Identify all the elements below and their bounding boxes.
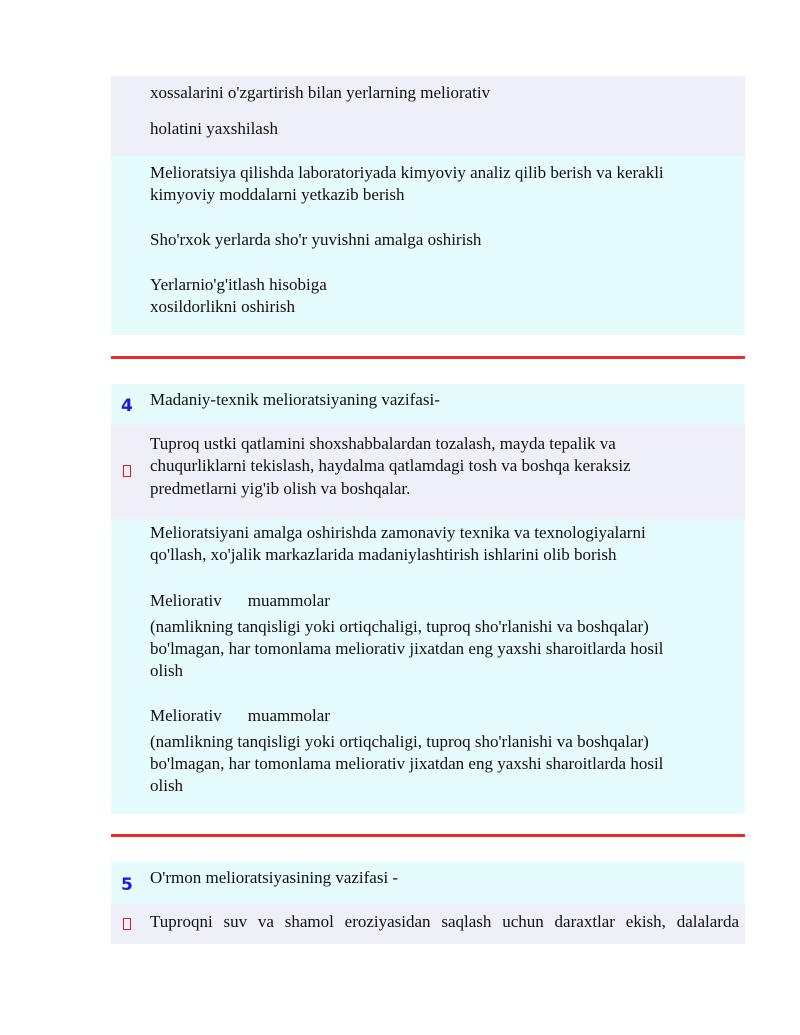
text-line: qo'llash, xo'jalik markazlarida madaniylashtirish ishlarini olib borish <box>150 545 617 564</box>
section-divider <box>111 356 745 359</box>
section-number: 5 <box>121 875 133 895</box>
text-line: (namlikning tanqisligi yoki ortiqchaligi, tuproq sho'rlanishi va boshqalar) <box>150 617 649 636</box>
text-line: bo'lmagan, har tomonlama meliorativ jixatdan eng yaxshi sharoitlarda hosil <box>150 639 664 658</box>
problem-word: muammolar <box>247 591 330 610</box>
text-line: olish <box>150 776 184 795</box>
problem-word: muammolar <box>247 706 330 725</box>
text-line: holatini yaxshilash <box>150 119 278 138</box>
text-line: bo'lmagan, har tomonlama meliorativ jixatdan eng yaxshi sharoitlarda hosil <box>150 754 664 773</box>
text-line: Melioratsiyani amalga oshirishda zamonaviy texnika va texnologiyalarni <box>150 523 646 542</box>
problem-heading <box>150 705 330 727</box>
problem-heading <box>150 590 330 612</box>
section-number: 4 <box>121 396 133 416</box>
text-line: Tuproq ustki qatlamini shoxshabbalardan tozalash, mayda tepalik va <box>150 434 616 453</box>
text-line: Tuproqni suv va shamol eroziyasidan saqlash uchun daraxtlar ekish, dalalarda <box>150 912 739 931</box>
problem-word: Meliorativ <box>150 706 222 725</box>
text-line: Melioratsiya qilishda laboratoriyada kimyoviy analiz qilib berish va kerakli <box>150 163 664 182</box>
text-line: chuqurliklarni tekislash, haydalma qatlamdagi tosh va boshqa keraksiz <box>150 456 631 475</box>
text-line: xossalarini o'zgartirish bilan yerlarning meliorativ <box>150 83 491 102</box>
text-line: Yerlarnio'g'itlash hisobiga <box>150 275 327 294</box>
problem-word: Meliorativ <box>150 591 222 610</box>
text-line: predmetlarni yig'ib olish va boshqalar. <box>150 479 411 498</box>
section-divider <box>111 834 745 837</box>
text-line: xosildorlikni oshirish <box>150 297 295 316</box>
missing-glyph-box-icon <box>123 918 131 930</box>
section-title: O'rmon melioratsiyasining vazifasi - <box>150 868 399 887</box>
text-line: olish <box>150 661 184 680</box>
text-line: Sho'rxok yerlarda sho'r yuvishni amalga oshirish <box>150 230 482 249</box>
missing-glyph-box-icon <box>123 465 131 477</box>
section-title: Madaniy-texnik melioratsiyaning vazifasi- <box>150 390 440 409</box>
text-line: kimyoviy moddalarni yetkazib berish <box>150 185 405 204</box>
text-line: (namlikning tanqisligi yoki ortiqchaligi, tuproq sho'rlanishi va boshqalar) <box>150 732 649 751</box>
